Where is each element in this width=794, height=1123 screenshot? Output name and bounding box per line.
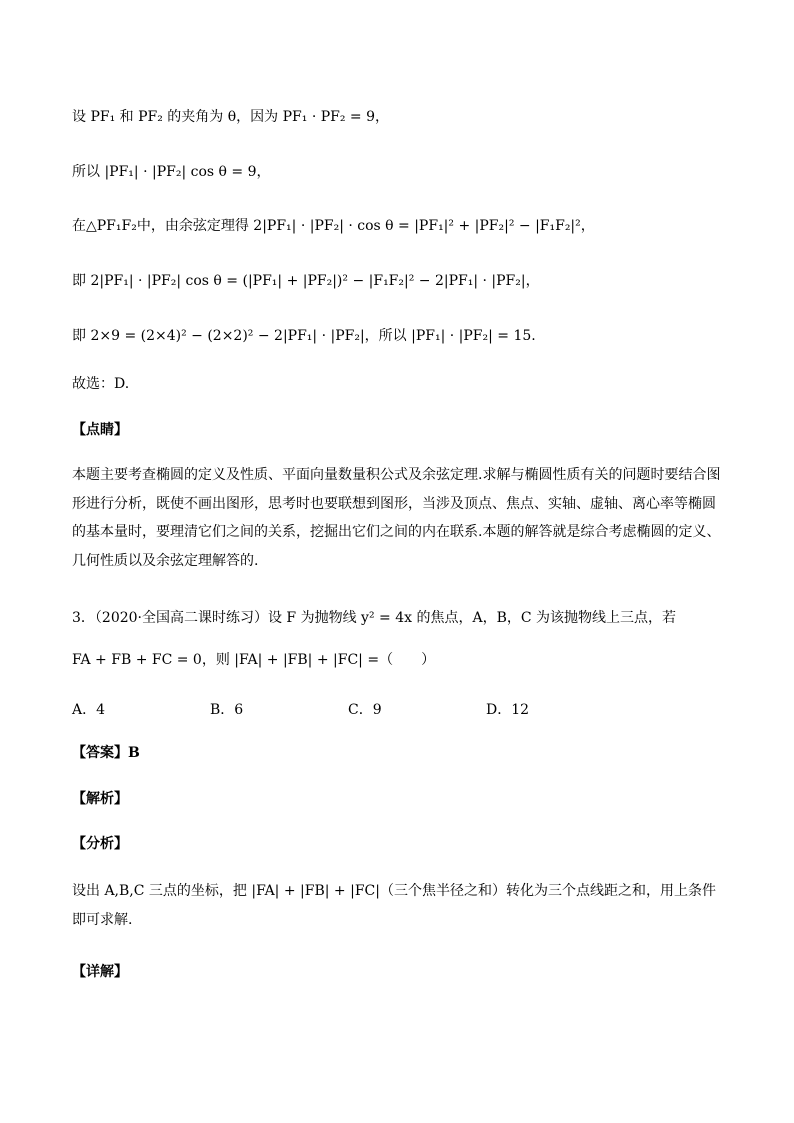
- option-c: C．9: [348, 702, 382, 718]
- question-stem-line2: FA + FB + FC = 0，则 |FA| + |FB| + |FC| =（ ）: [72, 652, 436, 668]
- solution-line-cos: 所以 |PF₁| · |PF₂| cos θ = 9，: [72, 164, 271, 180]
- solution-line-law-of-cosines: 在△PF₁F₂中，由余弦定理得 2|PF₁| · |PF₂| · cos θ = |PF₁|² + |PF₂|² − |F₁F₂|²，: [72, 218, 595, 234]
- option-a: A．4: [72, 702, 106, 718]
- section-heading-answer: 【答案】B: [72, 745, 140, 761]
- solution-line-choice: 故选：D.: [72, 376, 130, 392]
- section-heading-dianjing: 【点睛】: [72, 422, 128, 438]
- solution-line-angle: 设 PF₁ 和 PF₂ 的夹角为 θ，因为 PF₁ · PF₂ = 9，: [72, 109, 390, 125]
- dianjing-paragraph: 本题主要考查椭圆的定义及性质、平面向量数量积公式及余弦定理.求解与椭圆性质有关的问题时要结合图形进行分析，既使不画出图形，思考时也要联想到图形，当涉及顶点、焦点、实轴、虚轴、离心率等椭圆的基本量时，要理清它们之间的关系，挖掘出它们之间的内在联系.本题的解答就是综合考虑椭圆的定义、几何性质以及余弦定理解答的.: [72, 467, 721, 569]
- question-stem-line1: 3．（2020·全国高二课时练习）设 F 为抛物线 y² = 4x 的焦点，A，B，C 为该抛物线上三点，若: [72, 610, 677, 626]
- section-heading-fenxi: 【分析】: [72, 836, 128, 852]
- solution-line-result: 即 2×9 = (2×4)² − (2×2)² − 2|PF₁| · |PF₂|，所以 |PF₁| · |PF₂| = 15.: [72, 328, 536, 344]
- section-heading-jiexi: 【解析】: [72, 791, 128, 807]
- solution-line-expand: 即 2|PF₁| · |PF₂| cos θ = (|PF₁| + |PF₂|)² − |F₁F₂|² − 2|PF₁| · |PF₂|，: [72, 273, 540, 289]
- fenxi-paragraph: 设出 A,B,C 三点的坐标，把 |FA| + |FB| + |FC|（三个焦半径之和）转化为三个点线距之和，用上条件即可求解.: [72, 883, 716, 928]
- option-b: B．6: [210, 702, 244, 718]
- option-d: D．12: [486, 702, 530, 718]
- section-heading-xiangjie: 【详解】: [72, 964, 128, 980]
